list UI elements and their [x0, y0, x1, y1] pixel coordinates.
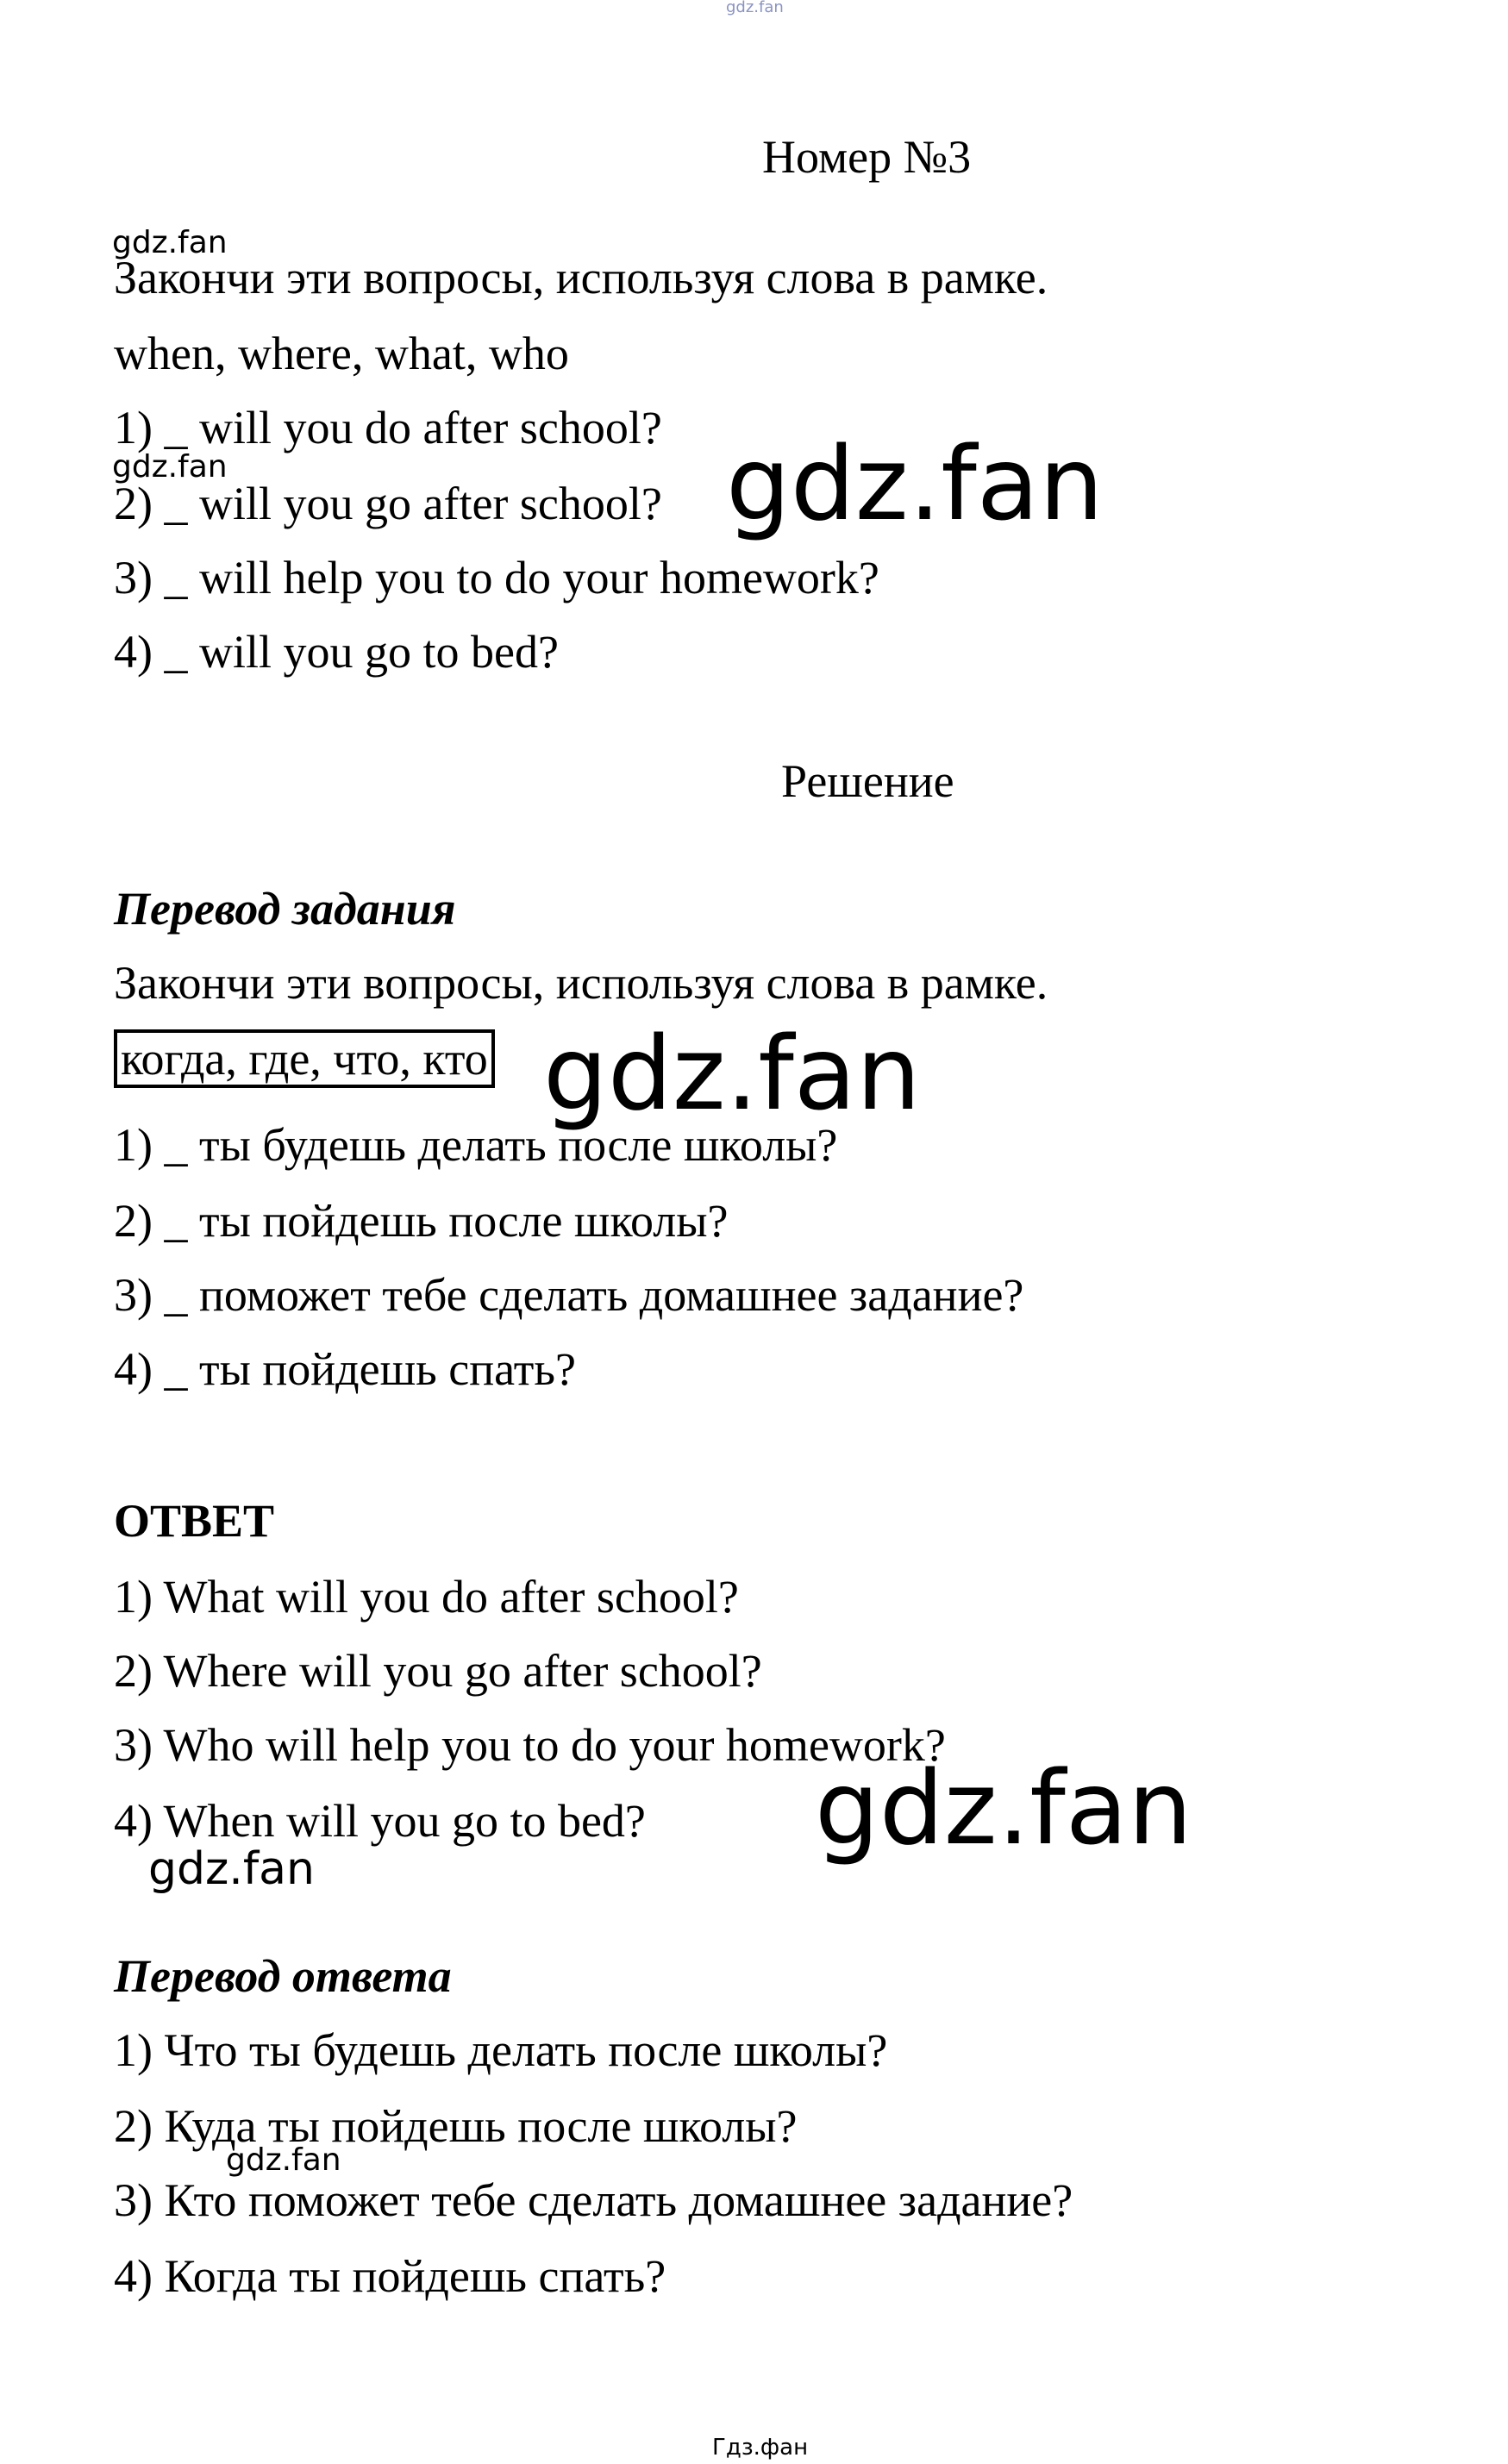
- task-translation-question-4: 4) _ ты пойдешь спать?: [114, 1343, 576, 1395]
- answer-translation-item-1: 1) Что ты будешь делать после школы?: [114, 2024, 888, 2076]
- answer-item-1: 1) What will you do after school?: [114, 1571, 739, 1623]
- answer-heading: ОТВЕТ: [114, 1495, 275, 1547]
- task-translation-question-1: 1) _ ты будешь делать после школы?: [114, 1119, 838, 1171]
- watermark-small: gdz.fan: [148, 1843, 315, 1895]
- task-translation-question-3: 3) _ поможет тебе сделать домашнее задание?: [114, 1269, 1024, 1321]
- task-question-4: 4) _ will you go to bed?: [114, 626, 559, 678]
- task-translation-words: когда, где, что, кто: [114, 1029, 495, 1088]
- task-instruction: Закончи эти вопросы, используя слова в рамке.: [114, 252, 1048, 303]
- answer-translation-item-4: 4) Когда ты пойдешь спать?: [114, 2250, 666, 2302]
- task-question-2: 2) _ will you go after school?: [114, 478, 662, 529]
- solution-heading: Решение: [781, 755, 954, 807]
- watermark-footer: Гдз.фан: [712, 2435, 809, 2461]
- answer-translation-item-2: 2) Куда ты пойдешь после школы?: [114, 2100, 798, 2152]
- answer-translation-heading: Перевод ответа: [114, 1950, 452, 2002]
- watermark-small: gdz.fan: [226, 2142, 341, 2178]
- task-translation-instruction: Закончи эти вопросы, используя слова в рамке.: [114, 957, 1048, 1009]
- watermark-big: gdz.fan: [543, 1014, 921, 1133]
- watermark-big: gdz.fan: [815, 1748, 1192, 1867]
- watermark-small: gdz.fan: [112, 449, 228, 485]
- task-translation-heading: Перевод задания: [114, 883, 456, 935]
- task-words: when, where, what, who: [114, 328, 569, 379]
- task-translation-question-2: 2) _ ты пойдешь после школы?: [114, 1195, 729, 1247]
- answer-item-2: 2) Where will you go after school?: [114, 1645, 762, 1697]
- task-question-1: 1) _ will you do after school?: [114, 402, 662, 453]
- task-question-3: 3) _ will help you to do your homework?: [114, 552, 879, 603]
- task-translation-words-box: [114, 1031, 495, 1086]
- watermark-small: gdz.fan: [112, 225, 228, 260]
- watermark-big: gdz.fan: [726, 424, 1104, 543]
- task-title: Номер №3: [762, 131, 972, 183]
- answer-item-3: 3) Who will help you to do your homework?: [114, 1719, 946, 1771]
- answer-translation-item-3: 3) Кто поможет тебе сделать домашнее задание?: [114, 2174, 1073, 2226]
- answer-item-4: 4) When will you go to bed?: [114, 1795, 646, 1847]
- watermark-top: gdz.fan: [726, 0, 784, 16]
